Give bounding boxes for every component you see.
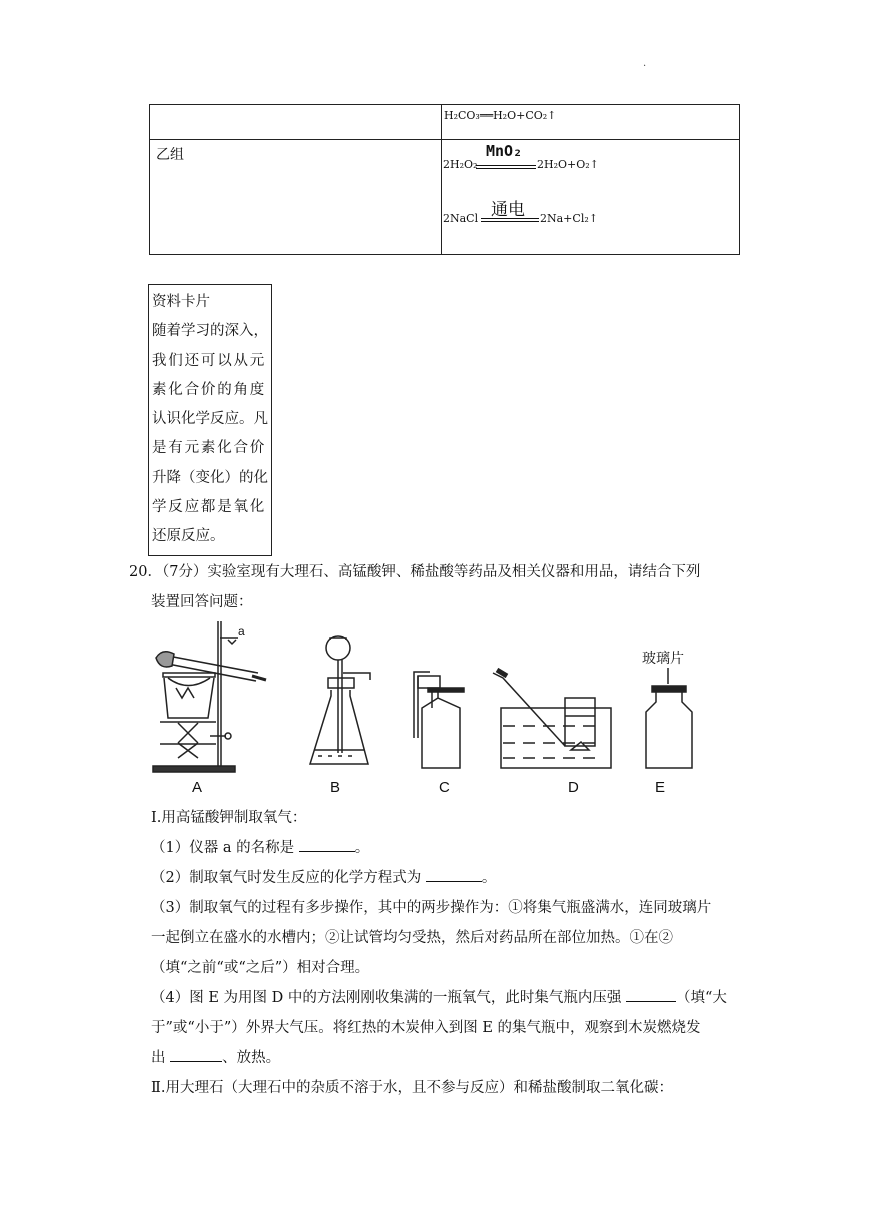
apparatus-a (153, 621, 266, 772)
label-D: D (568, 779, 579, 796)
card-line: 是有元素化合价 (152, 440, 267, 457)
table-cell-equations (442, 140, 740, 255)
subquestion-3-line2: 一起倒立在盛水的水槽内；②让试管均匀受热，然后对药品所在部位加热。①在② (151, 930, 673, 946)
subquestion-3-line3: （填“之前“或“之后”）相对合理。 (151, 960, 370, 976)
apparatus-e (646, 668, 692, 768)
subquestion-4-line2: 于”或“小于”）外界大气压。将红热的木炭伸入到图 E 的集气瓶中，观察到木炭燃烧发 (151, 1020, 701, 1036)
subquestion-2-end: 。 (481, 870, 497, 886)
label-B: B (330, 779, 341, 796)
question-20-line1: 20．（7分）实验室现有大理石、高锰酸钾、稀盐酸等药品及相关仪器和用品，请结合下列 (129, 564, 701, 580)
part-1-heading: Ⅰ.用高锰酸钾制取氧气： (151, 810, 307, 826)
subquestion-1-end: 。 (354, 840, 370, 856)
group-label: 乙组 (156, 147, 184, 163)
subquestion-4-line3-text: 出 (151, 1050, 171, 1066)
subquestion-2 (151, 866, 496, 887)
apparatus-figure (148, 618, 708, 803)
equation2-arrow (481, 218, 539, 222)
subquestion-4-line3 (151, 1046, 280, 1067)
subquestion-1-text: （1）仪器 a 的名称是 (151, 840, 299, 856)
label-glass-plate: 玻璃片 (642, 650, 684, 666)
card-line: 升降（变化）的化 (152, 469, 268, 486)
apparatus-drawing (148, 618, 708, 803)
subquestion-3-line1: （3）制取氧气的过程有多步操作，其中的两步操作为：①将集气瓶盛满水，连同玻璃片 (151, 900, 712, 916)
equation2-right: 2Na+Cl₂↑ (540, 212, 598, 225)
equation-table (149, 104, 740, 255)
subquestion-4-text-end: （填“大 (675, 990, 727, 1006)
apparatus-c (414, 672, 464, 768)
table-cell-h2co3 (442, 105, 740, 140)
label-a: a (238, 624, 245, 638)
card-line: 我们还可以从元 (152, 352, 267, 369)
card-line: 随着学习的深入， (152, 323, 268, 340)
answer-blank-1[interactable] (299, 837, 355, 852)
table-cell-group (150, 140, 442, 255)
subquestion-4-line1 (151, 986, 727, 1007)
apparatus-b (310, 636, 370, 764)
subquestion-4-line3-end: 、放热。 (222, 1050, 281, 1066)
answer-blank-4a[interactable] (626, 987, 676, 1002)
equation1-right: 2H₂O+O₂↑ (537, 158, 599, 171)
info-card (148, 284, 272, 556)
card-line: 认识化学反应。凡 (152, 411, 268, 428)
equation1-left: 2H₂O₂ (443, 158, 478, 171)
equation-h2co3: H₂CO₃══H₂O+CO₂↑ (444, 109, 557, 122)
apparatus-d (493, 670, 611, 768)
subquestion-1 (151, 836, 369, 857)
label-A: A (192, 779, 203, 796)
label-E: E (655, 779, 666, 796)
question-20-line2: 装置回答问题： (151, 594, 253, 610)
subquestion-2-text: （2）制取氧气时发生反应的化学方程式为 (151, 870, 426, 886)
equation1-condition: MnO₂ (486, 142, 523, 160)
equation2-left: 2NaCl (443, 212, 479, 225)
answer-blank-2[interactable] (426, 867, 482, 882)
equation1-arrow (476, 165, 536, 169)
card-line: 素化合价的角度 (152, 381, 267, 398)
table-cell-empty (150, 105, 442, 140)
card-line: 还原反应。 (152, 528, 225, 545)
subquestion-4-text: （4）图 E 为用图 D 中的方法刚刚收集满的一瓶氧气，此时集气瓶内压强 (151, 990, 626, 1006)
part-2-heading: Ⅱ.用大理石（大理石中的杂质不溶于水，且不参与反应）和稀盐酸制取二氧化碳： (151, 1080, 673, 1096)
answer-blank-4b[interactable] (170, 1047, 222, 1062)
page-dot: . (643, 58, 647, 69)
card-line: 学反应都是氧化 (152, 499, 267, 516)
label-C: C (439, 779, 450, 796)
equation2-condition: 通电 (491, 200, 525, 220)
card-line: 资料卡片 (152, 294, 210, 310)
